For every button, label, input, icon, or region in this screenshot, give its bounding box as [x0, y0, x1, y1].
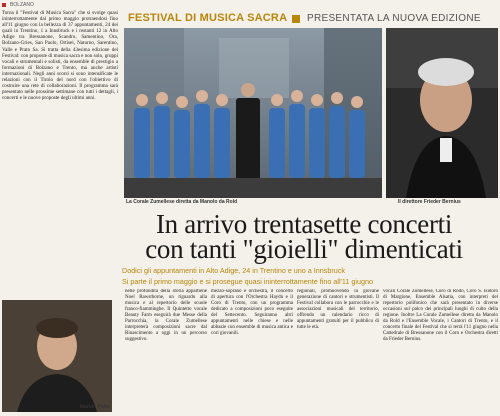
article-column-2 — [125, 289, 207, 414]
article-column-3 — [211, 289, 293, 414]
left-column-text: Torna il "Festival di Musica Sacra" che si svolge quasi ininterrottamente dal primo maggio protraendosi fino all'11 giugno con la bellezza di 37 appuntamenti, 24 dei quali in Trentino, 1 a Innsbruck e i restanti 12 in Alto Adige tra Bressanone, Scandro, Samentino, Ora, Bolzano-Gries, San Paolo, Ortisei, Naturno, Sarentino, Valle e Prato Sa. Si tratta della 43esima edizione del Festival: con proposte di musica sacra e non solo, gruppi vocali e strumentali e solisti, da ensemble di prestigio a formazioni di Bolzano e Trento, ma anche artisti internazionali. Negli anni scorsi si sono intensificate le relazioni con il Tirolo del nord con l'obiettivo di costruire una rete di collaborazioni. Il programma sarà presentato nelle prossime settimane con tutti i dettagli, i concerti e le nuove proposte degli ultimi anni. — [2, 10, 118, 102]
article-column-4-text: regionali, promuovendo la giovane generazione di cantori e strumentisti. Il Festival collabora con le parrocchie e le associazioni musicali del territorio, offrendo un calendario ricco di appuntamenti gratuiti per il pubblico di tutte le età. — [297, 289, 379, 330]
marian-polin-photo — [2, 300, 112, 412]
section-label: BOLZANO — [10, 2, 34, 8]
headline-line-2: con tanti "gioielli" dimenticati — [145, 234, 463, 264]
headline-line-1: In arrivo trentasette concerti — [155, 209, 453, 239]
article-column-5 — [383, 289, 498, 414]
subtitle-line-2: Si parte il primo maggio e si prosegue quasi ininterrottamente fino all'11 giugno — [122, 277, 373, 286]
left-article-column — [0, 10, 120, 220]
article-column-4 — [297, 289, 379, 414]
article-column-5-text: vocali Corale Zumellese, Coro di Rodo, Coro S. Isidoro di Margione, Ensemble Alsatia, con interpreti del repertorio polifonico che sarà presentato in diverse occasioni sul palco dei principali luoghi di culto della regione. Inoltre La Corale Zumellese diretta da Manolo da Rold e l'Ensemble Vocale, i Cantori di Trento, e il concerto finale del Festival che si terrà l'11 giugno nella Cattedrale di Bressanone con il Coro e Orchestra diretti da Frieder Bernius. — [383, 289, 498, 342]
festival-title: FESTIVAL DI MUSICA SACRA — [128, 12, 288, 24]
choir-photo-caption: La Corale Zumellese diretta da Manolo da Rold — [126, 199, 238, 205]
section-line — [0, 0, 500, 10]
article-column-2-text: nelle profondità della storia appartiene Noel Rawsthorne, un riguardo alla musica e al repertorio delle scuole franco-fiamminghe. Il Quintetto vocale Beauty Farm eseguirà due Messe della Parrocchia, la Corale Zumellese interpreterà composizioni sacre dal Rinascimento a oggi in un percorso suggestivo. — [125, 289, 207, 342]
conductor-photo-caption: Il direttore Frieder Bernius — [398, 199, 461, 205]
conductor-photo — [386, 28, 498, 198]
header-square — [292, 15, 300, 23]
choir-photo — [124, 28, 382, 198]
portrait-caption: Marian Polin — [80, 404, 110, 410]
section-marker — [2, 3, 6, 7]
presentation-label: PRESENTATA LA NUOVA EDIZIONE — [307, 13, 481, 24]
article-column-3-text: mezzo-soprano e orchestra, il concerto di apertura con l'Orchestra Haydn e il Coro di Trento, con un programma dedicato a composizioni poco eseguite del Settecento. Seguiranno altri appuntamenti nelle chiese e nelle abbazie con ensemble di musica antica e cori giovanili. — [211, 289, 293, 336]
subtitle-line-1: Dodici gli appuntamenti in Alto Adige, 24 in Trentino e uno a Innsbruck — [122, 266, 345, 275]
festival-header — [122, 12, 498, 26]
headline — [110, 209, 498, 264]
